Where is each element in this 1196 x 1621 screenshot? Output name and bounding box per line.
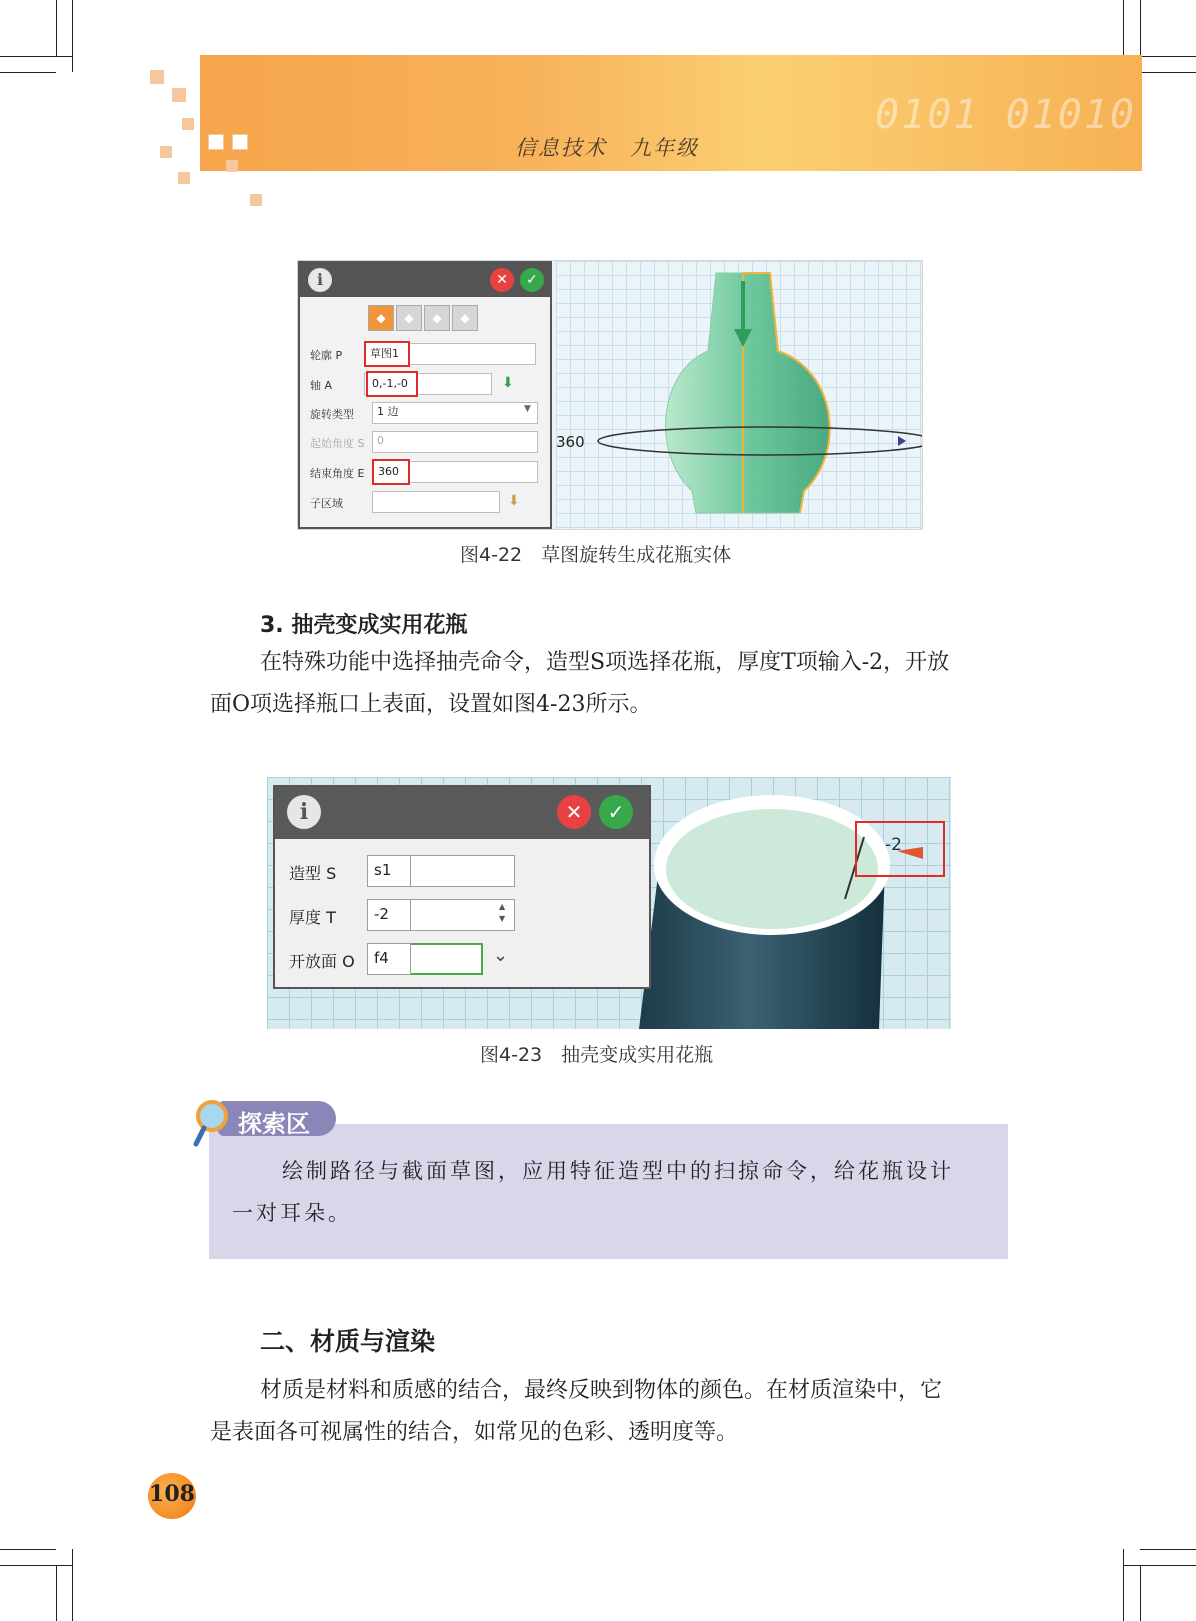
info-icon[interactable]: i [287,795,321,829]
subregion-field[interactable] [372,491,500,513]
page-header-title: 信息技术 九年级 [515,136,699,160]
rotate-type-select[interactable]: 1 边 [372,402,538,424]
end-angle-value[interactable]: 360 [372,459,410,485]
magnifier-icon [192,1098,232,1152]
end-angle-label: 结束角度 E [310,467,365,480]
figure-4-22-caption: 图4-22 草图旋转生成花瓶实体 [460,544,732,566]
open-face-value[interactable]: f4 [367,943,411,975]
material-section-heading: 二、材质与渲染 [260,1327,436,1356]
decor-square [250,194,262,206]
thickness-label: 厚度 T [289,908,336,927]
stepper-icon[interactable]: ▲ ▼ [499,902,506,923]
crop-mark [72,1549,73,1621]
decor-square [208,134,224,150]
decor-square [226,160,238,172]
banner-digits: 0101 01010 [875,92,1136,138]
vase-render [556,261,922,529]
viewport-3d [556,261,922,529]
paragraph-line: 材质是材料和质感的结合，最终反映到物体的颜色。在材质渲染中，它 [260,1378,943,1403]
explore-line: 一对耳朵。 [232,1201,352,1225]
profile-value[interactable]: 草图1 [364,341,410,367]
rotate-type-label: 旋转类型 [310,408,354,421]
section-3-paragraph [210,642,1010,726]
decor-square [232,134,248,150]
double-chevron-down-icon[interactable]: ⌄ [493,945,509,966]
start-angle-field: 0 [372,431,538,453]
paragraph-line: 面O项选择瓶口上表面，设置如图4-23所示。 [210,692,652,717]
crop-mark [1140,1565,1141,1621]
chevron-down-icon[interactable]: ▼ [524,404,531,414]
thickness-value[interactable]: -2 [367,899,411,931]
axis-label: 轴 A [310,379,333,392]
crop-mark [0,1549,56,1550]
dialog-header [275,787,649,839]
crop-mark [1140,0,1141,56]
viewport-angle-label: 360 [556,433,585,451]
decor-square [182,118,194,130]
crop-mark [0,56,72,57]
profile-label: 轮廓 P [310,349,343,362]
shape-label: 造型 S [289,864,337,883]
crop-mark [1123,1565,1196,1566]
material-paragraph [210,1370,1010,1454]
axis-pick-icon[interactable]: ⬇ [502,375,514,391]
explore-title: 探索区 [238,1110,310,1138]
revolve-mode-double-icon[interactable]: ◆ [396,305,422,331]
crop-mark [1123,1549,1124,1621]
revolve-mode-single-icon[interactable]: ◆ [368,305,394,331]
revolve-mode-sym-icon[interactable]: ◆ [452,305,478,331]
confirm-icon[interactable]: ✓ [599,795,633,829]
axis-value[interactable]: 0,-1,-0 [366,371,418,397]
decor-square [150,70,164,84]
subregion-label: 子区域 [310,497,343,510]
crop-mark [56,1565,57,1621]
crop-mark [0,72,56,73]
dialog-header [300,263,550,297]
crop-mark [0,1565,72,1566]
decor-square [172,88,186,102]
section-3-heading: 3. 抽壳变成实用花瓶 [260,613,468,638]
paragraph-line: 在特殊功能中选择抽壳命令，造型S项选择花瓶，厚度T项输入-2，开放 [260,650,950,675]
start-angle-label: 起始角度 S [310,437,365,450]
info-icon[interactable]: i [308,268,332,292]
crop-mark [1140,1549,1196,1550]
explore-line: 绘制路径与截面草图，应用特征造型中的扫掠命令，给花瓶设计 [282,1159,954,1183]
figure-4-23 [267,777,951,1029]
shape-value[interactable]: s1 [367,855,411,887]
explore-text [232,1150,1002,1234]
revolve-mode-asym-icon[interactable]: ◆ [424,305,450,331]
paragraph-line: 是表面各可视属性的结合，如常见的色彩、透明度等。 [210,1420,739,1445]
viewport-thickness-label: -2 [885,835,902,855]
subregion-pick-icon[interactable]: ⬇ [508,493,520,509]
crop-mark [56,0,57,56]
page-number: 108 [149,1481,195,1507]
crop-mark [72,0,73,72]
cancel-icon[interactable]: ✕ [490,268,514,292]
decor-square [178,172,190,184]
confirm-icon[interactable]: ✓ [520,268,544,292]
cancel-icon[interactable]: ✕ [557,795,591,829]
figure-4-23-caption: 图4-23 抽壳变成实用花瓶 [480,1044,714,1066]
shell-dialog [273,785,651,989]
open-face-label: 开放面 O [289,952,355,971]
crop-mark [1140,72,1196,73]
revolve-dialog [298,261,552,529]
figure-4-22 [297,260,923,530]
decor-square [160,146,172,158]
